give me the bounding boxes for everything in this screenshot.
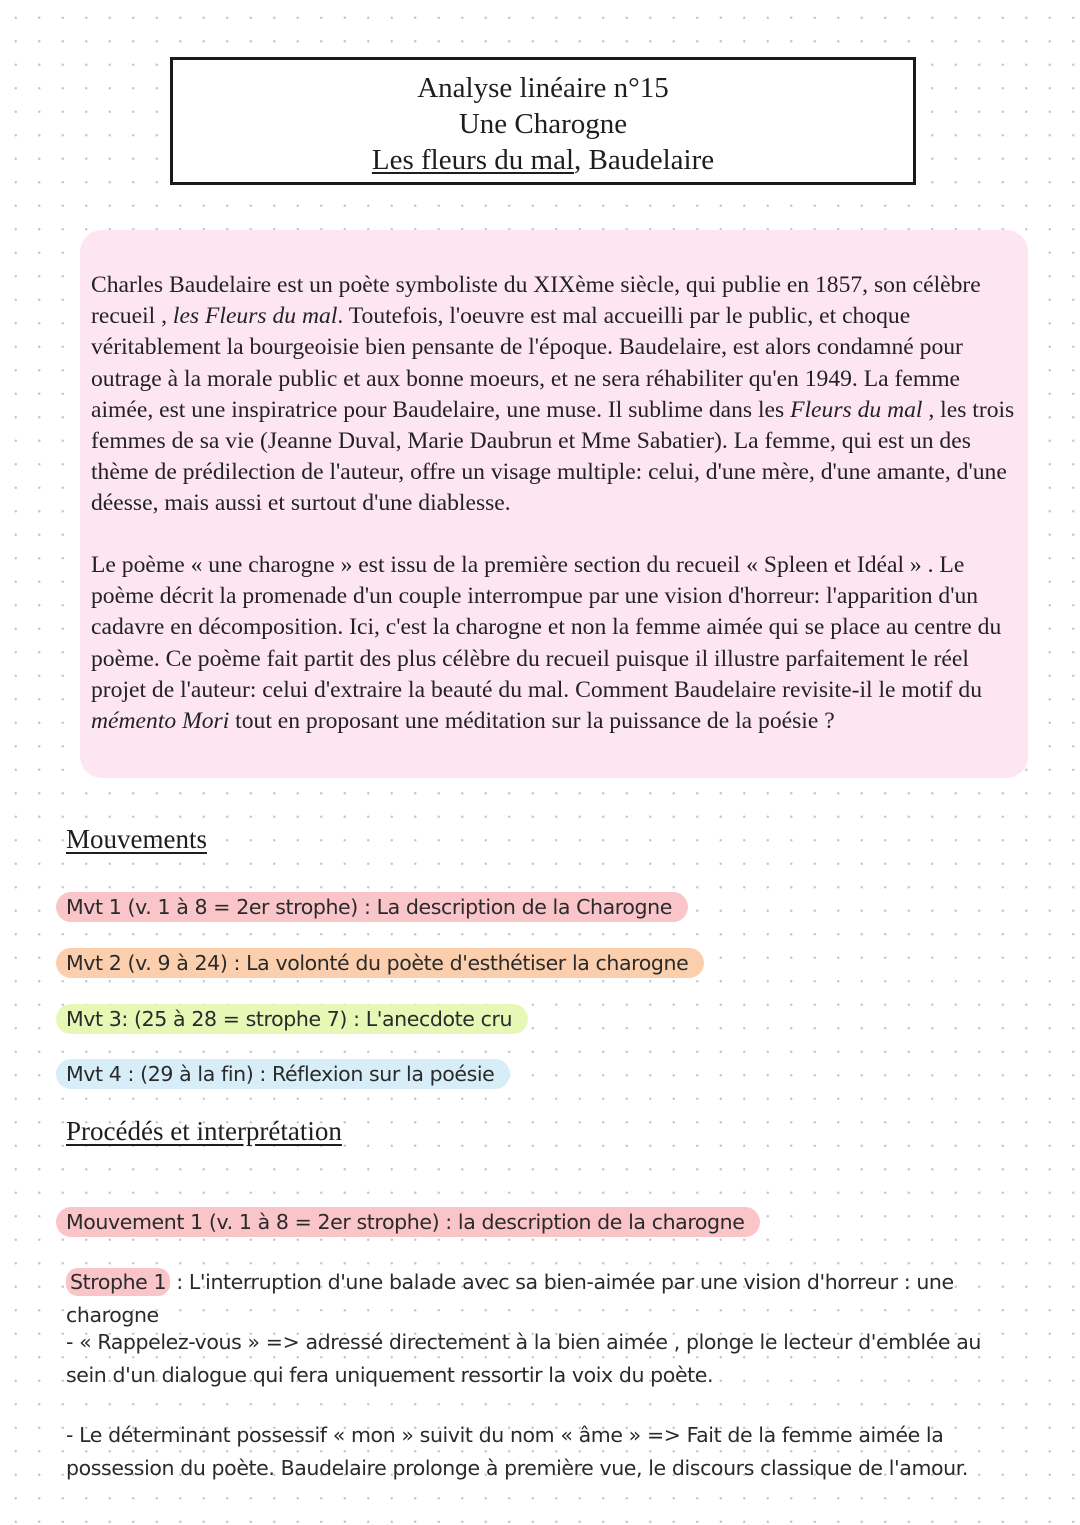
intro-text: Charles Baudelaire est un poète symboliste du XIXème siècle, qui publie en 1857, son célèbre recueil , [91,272,981,330]
intro-paragraph-context [91,270,1021,520]
analysis-note-determinant: - Le déterminant possessif « mon » suivit du nom « âme » => Fait de la femme aimée la possession du poète. Baudelaire prolonge à première vue, le discours classique de l'amour. [66,1423,969,1480]
movement-3-pill: Mvt 3: (25 à 28 = strophe 7) : L'anecdote cru [56,1004,528,1034]
intro-italic-title: Fleurs du mal [790,396,923,423]
strophe-1-label: Strophe 1 [66,1268,170,1296]
intro-text: Le poème « une charogne » est issu de la première section du recueil « Spleen et Idéal » . Le poème décrit la promenade d'un couple interrompue par une vision d'horreur: l'apparition d'un cadavre en décomposition. Ici, c'est la charogne et non la femme aimée qui se place au centre du poème. Ce poème fait partit des plus célèbre du recueil puisque il illustre parfaitement le réel projet de l'auteur: celui d'extraire la beauté du mal. Comment Baudelaire revisite-il le motif du [91,552,1002,703]
movement-2-pill: Mvt 2 (v. 9 à 24) : La volonté du poète d'esthétiser la charogne [56,948,704,978]
movements-heading: Mouvements [66,824,207,854]
title-poem-name: Une Charogne [458,108,628,140]
title-box [170,57,916,185]
analysis-heading: Procédés et interprétation [66,1116,342,1146]
movement-1-analysis-title: Mouvement 1 (v. 1 à 8 = 2er strophe) : la description de la charogne [56,1207,760,1237]
book-title: Les fleurs du mal [371,144,575,176]
movement-1-pill: Mvt 1 (v. 1 à 8 = 2er strophe) : La description de la Charogne [56,892,688,922]
intro-italic-term: mémento Mori [91,708,230,735]
analysis-note-rappelez-vous: - « Rappelez-vous » => adressé directement à la bien aimée , plonge le lecteur d'emblée au sein d'un dialogue qui fera uniquement ressortir la voix du poète. [66,1330,981,1387]
intro-text: , les trois femmes de sa vie (Jeanne Duval, Marie Daubrun et Mme Sabatier). La femme, qui est un des thème de prédilection de l'auteur, offre un visage multiple: celui, d'une mère, d'une amante, d'une déesse, mais aussi et surtout d'une diablesse. [91,396,1015,517]
title-analysis-number: Analyse linéaire n°15 [417,72,669,104]
author-separator: , [574,144,589,176]
intro-paragraph-problematic [91,550,1021,737]
intro-text: . Toutefois, l'oeuvre est mal accueilli par le public, et choque véritablement la bourgeoisie bien pensante de l'époque. Baudelaire, est alors condamné pour outrage à la morale public et aux bonne moeurs, et ne sera réhabiliter qu'en 1949. La femme aimée, est une inspiratrice pour Baudelaire, une muse. Il sublime dans les [91,303,963,423]
author-name: Baudelaire [588,144,715,176]
strophe-1-line [66,1266,1026,1332]
title-book-author [173,142,913,178]
intro-text: tout en proposant une méditation sur la puissance de la poésie ? [229,708,835,735]
intro-italic-title: les Fleurs du mal [172,303,338,330]
movement-4-pill: Mvt 4 : (29 à la fin) : Réflexion sur la poésie [56,1059,510,1089]
introduction-box [80,230,1028,778]
strophe-1-text: : L'interruption d'une balade avec sa bien-aimée par une vision d'horreur : une charogne [66,1270,954,1327]
